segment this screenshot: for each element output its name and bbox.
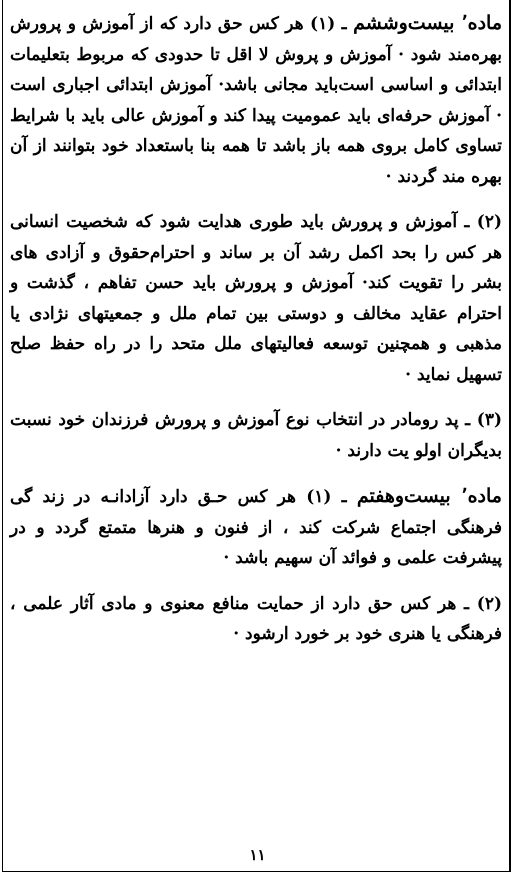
article-26-p1-text: ـ (۱) هر کس حق دارد که از آموزش و پرورش بهره‌مند شود · آموزش و پروش لا اقل تا حدودی که مربوط بتعلیمات ابتدائی و اساسی است‌باید مجانی باشد· آموزش ابتدائی اجباری است · آموزش حرفه‌ای باید عمومیت پیدا کند و آموزش عالی باید با شرایط تساوی کامل بروی همه باز باشد تا همه بنا باستعداد خود بتوانند از آن بهره مند گردند ·	[10, 14, 502, 187]
article-26-paragraph-2: (۲) ـ آموزش و پرورش باید طوری هدایت شود که شخصیت انسانی هر کس را بحد اکمل رشد آن بر ساند و احترام‌حقوق و آزادی های بشر را تقویت کند· آموزش و پرورش باید حسن تفاهم ، گذشت و احترام عقاید مخالف و دوستی بین تمام ملل و جمعیتهای نژادی یا مذهبی و همچنین توسعه فعالیتهای ملل متحد را در راه حفظ صلح تسهیل نماید ·	[10, 212, 502, 385]
document-body	[10, 8, 502, 650]
article-26-paragraph-1	[10, 8, 502, 192]
article-27-paragraph-2: (۲) ـ هر کس حق دارد از حمایت منافع معنوی و مادی آثار علمی ، فرهنگی یا هنری خود بر خورد ارشود ·	[10, 593, 502, 644]
article-27-paragraph-1	[10, 481, 502, 574]
article-27-p1-text: ـ (۱) هر کس حـق دارد آزادانـه در زند گی فرهنگی اجتماع شرکت کند ، از فنون و هنرها متمتع گردد و در پیشرفت علمی و فوائد آن سهیم باشد ·	[10, 487, 502, 568]
page-number: ۱۱	[249, 846, 266, 864]
article-26-paragraph-3: (۳) ـ پد رومادر در انتخاب نوع آموزش و پرورش فرزندان خود نسبت بدیگران اولو یت دارند ·	[10, 410, 502, 461]
article-26-heading: ماده٬ بیست‌وششم	[353, 12, 502, 34]
article-27-heading: ماده٬ بیست‌وهفتم	[356, 485, 502, 507]
